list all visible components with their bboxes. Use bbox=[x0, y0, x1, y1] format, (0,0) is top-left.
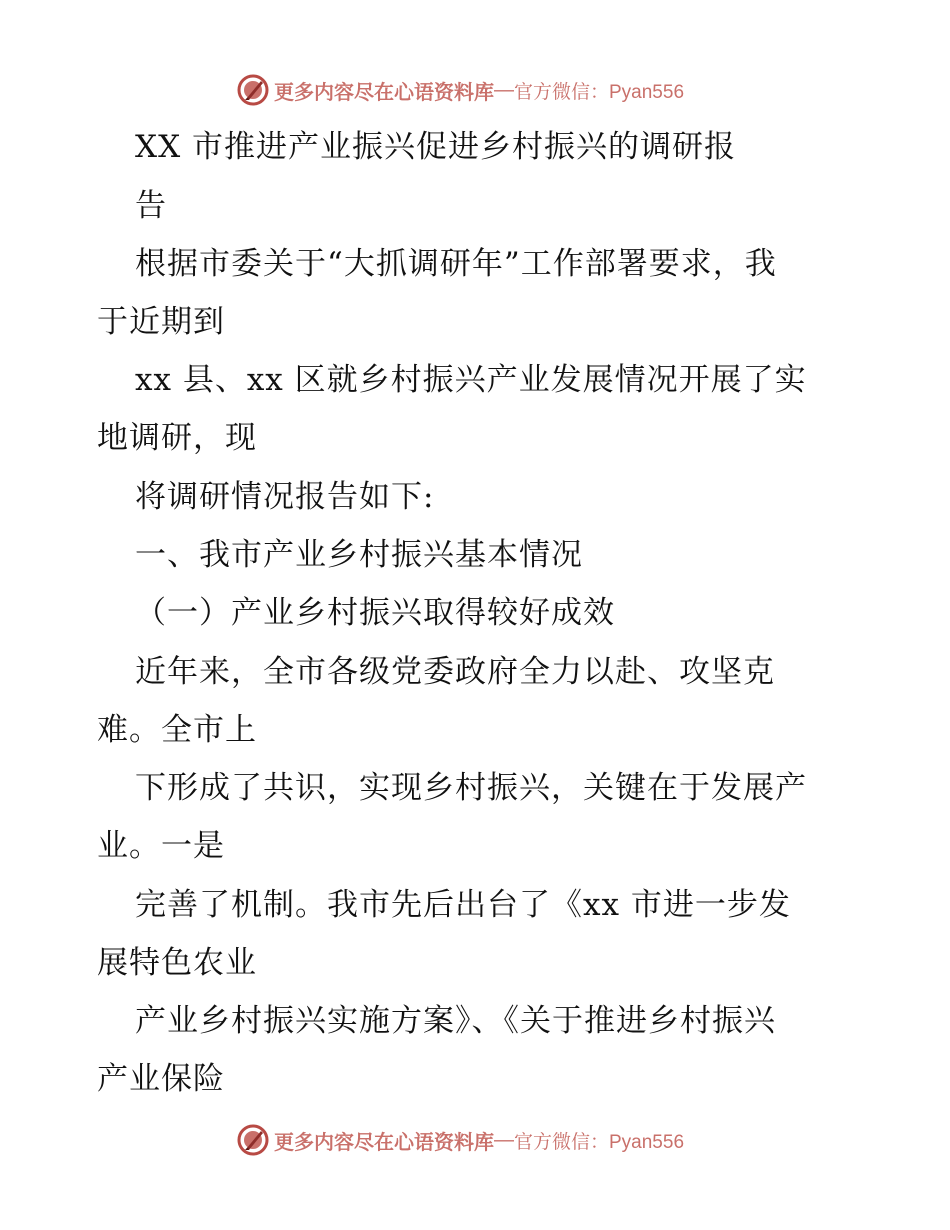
section-heading: 一、我市产业乡村振兴基本情况 bbox=[135, 537, 583, 573]
doc-line: 展特色农业 bbox=[97, 945, 257, 981]
quill-pen-seal-icon bbox=[236, 1123, 270, 1157]
watermark-separator: — bbox=[494, 78, 514, 101]
watermark-main-text: 更多内容尽在心语资料库 bbox=[274, 1129, 494, 1154]
doc-title-line-1: XX 市推进产业振兴促进乡村振兴的调研报 bbox=[135, 129, 736, 165]
watermark-main-text: 更多内容尽在心语资料库 bbox=[274, 79, 494, 104]
doc-line: xx 县、xx 区就乡村振兴产业发展情况开展了实 bbox=[135, 362, 807, 398]
header-watermark bbox=[236, 70, 684, 110]
doc-title-line-2: 告 bbox=[135, 188, 167, 224]
doc-line: 业。一是 bbox=[97, 828, 225, 864]
doc-line: 将调研情况报告如下: bbox=[135, 479, 435, 515]
doc-line: 难。全市上 bbox=[97, 712, 257, 748]
doc-line: 根据市委关于“大抓调研年”工作部署要求，我 bbox=[135, 246, 777, 282]
doc-line: 地调研，现 bbox=[97, 420, 257, 456]
quill-pen-seal-icon bbox=[236, 73, 270, 107]
doc-line: 产业保险 bbox=[97, 1061, 225, 1097]
watermark-sub-text: 官方微信：Pyan556 bbox=[514, 81, 685, 103]
footer-watermark bbox=[236, 1120, 684, 1160]
doc-line: 于近期到 bbox=[97, 304, 225, 340]
doc-line: 近年来，全市各级党委政府全力以赴、攻坚克 bbox=[135, 654, 775, 690]
doc-line: 完善了机制。我市先后出台了《xx 市进一步发 bbox=[135, 887, 791, 923]
doc-line: 产业乡村振兴实施方案》、《关于推进乡村振兴 bbox=[135, 1003, 776, 1039]
subsection-heading: （一）产业乡村振兴取得较好成效 bbox=[135, 595, 615, 631]
doc-line: 下形成了共识，实现乡村振兴，关键在于发展产 bbox=[135, 770, 807, 806]
watermark-separator: — bbox=[494, 1128, 514, 1151]
watermark-sub-text: 官方微信：Pyan556 bbox=[514, 1131, 685, 1153]
